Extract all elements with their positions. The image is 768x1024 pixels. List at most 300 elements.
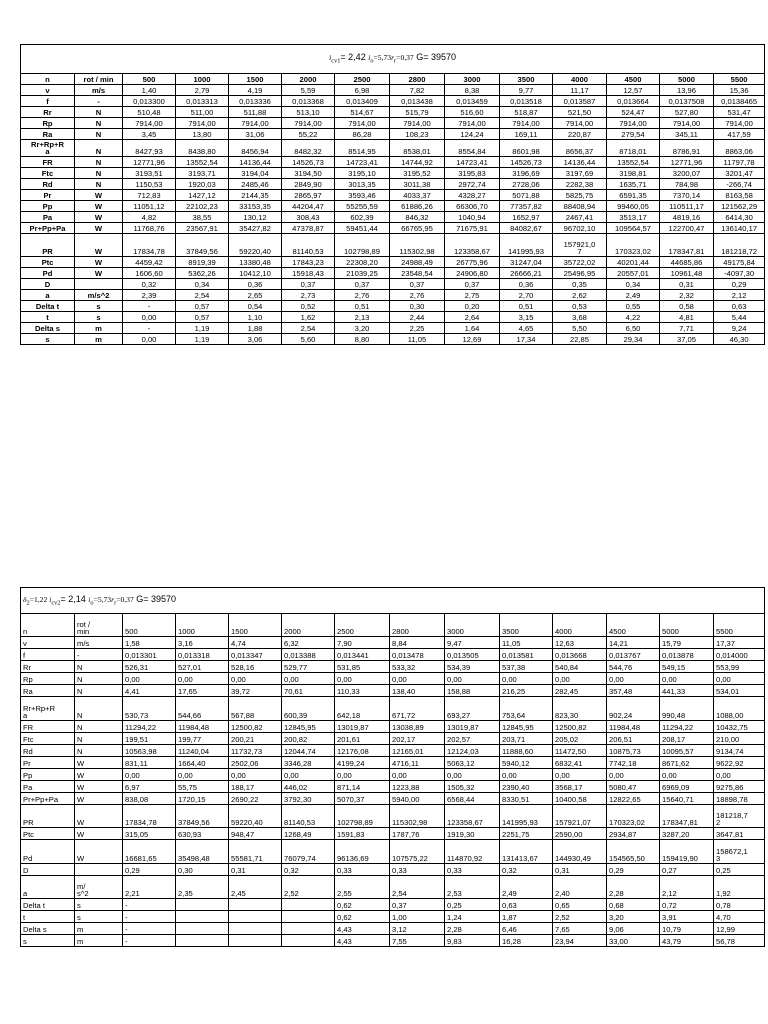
value-cell: 0,014000 (714, 649, 765, 661)
table-row (21, 279, 765, 290)
value-cell: 210,00 (714, 733, 765, 745)
value-cell: 88408,94 (553, 201, 607, 212)
value-cell: 0,00 (500, 769, 553, 781)
table-row (21, 140, 765, 157)
value-cell: 123358,67 (445, 805, 500, 828)
value-cell: 11732,73 (229, 745, 282, 757)
value-cell: 188,17 (229, 781, 282, 793)
unit-cell: W (75, 223, 123, 234)
value-cell: 4199,24 (335, 757, 390, 769)
table-row (21, 673, 765, 685)
value-cell: 5500 (714, 74, 765, 85)
value-cell: 12165,01 (390, 745, 445, 757)
value-cell: - (123, 923, 176, 935)
value-cell: 11294,22 (123, 721, 176, 733)
value-cell: 2,64 (445, 312, 500, 323)
value-cell: 1720,15 (176, 793, 229, 805)
value-cell: 2,76 (390, 290, 445, 301)
value-cell: 7914,00 (660, 118, 714, 129)
value-cell: 44685,86 (660, 257, 714, 268)
value-cell: 527,80 (660, 107, 714, 118)
value-cell: 0,00 (445, 769, 500, 781)
table-row (21, 685, 765, 697)
table-row (21, 899, 765, 911)
value-cell: 220,87 (553, 129, 607, 140)
value-cell: 76079,74 (282, 840, 335, 864)
value-cell: 11797,78 (714, 157, 765, 168)
value-cell: 0,25 (714, 864, 765, 876)
unit-cell: W (75, 257, 123, 268)
value-cell: 2,53 (445, 876, 500, 899)
value-cell: 15640,71 (660, 793, 714, 805)
value-cell: 0,00 (714, 769, 765, 781)
value-cell: 0,55 (607, 301, 660, 312)
table-row (21, 290, 765, 301)
value-cell: 1,64 (445, 323, 500, 334)
value-cell: 15,36 (714, 85, 765, 96)
value-cell: 6414,30 (714, 212, 765, 223)
value-cell: 8482,32 (282, 140, 335, 157)
table-row (21, 637, 765, 649)
unit-cell: s (75, 312, 123, 323)
value-cell: 2728,06 (500, 179, 553, 190)
value-cell (282, 899, 335, 911)
value-cell: 8,38 (445, 85, 500, 96)
value-cell: 66306,70 (445, 201, 500, 212)
value-cell: 1,58 (123, 637, 176, 649)
value-cell: 23567,91 (176, 223, 229, 234)
value-cell: 0,013409 (335, 96, 390, 107)
value-cell: 12822,65 (607, 793, 660, 805)
value-cell: 2,32 (660, 290, 714, 301)
value-cell: 2,28 (445, 923, 500, 935)
value-cell: 2690,22 (229, 793, 282, 805)
table-row (21, 268, 765, 279)
value-cell: 12771,96 (123, 157, 176, 168)
value-cell: 516,60 (445, 107, 500, 118)
unit-cell: N (75, 661, 123, 673)
value-cell: 2,65 (229, 290, 282, 301)
row-label: f (21, 649, 75, 661)
value-cell: 11240,04 (176, 745, 229, 757)
value-cell: 2,73 (282, 290, 335, 301)
table-gear-2 (20, 587, 765, 947)
value-cell: 10563,98 (123, 745, 176, 757)
row-label: Rr (21, 661, 75, 673)
value-cell: 1606,60 (123, 268, 176, 279)
value-cell: 0,37 (445, 279, 500, 290)
unit-cell: - (75, 649, 123, 661)
value-cell: 10,79 (660, 923, 714, 935)
value-cell: 2,12 (714, 290, 765, 301)
value-cell: 0,62 (335, 911, 390, 923)
value-cell: 527,01 (176, 661, 229, 673)
value-cell: 11,05 (390, 334, 445, 345)
value-cell: 441,33 (660, 685, 714, 697)
value-cell: 2,39 (123, 290, 176, 301)
value-cell: 84082,67 (500, 223, 553, 234)
value-cell: 1500 (229, 74, 282, 85)
value-cell: 0,00 (123, 673, 176, 685)
value-cell: 3000 (445, 614, 500, 637)
value-cell: 17834,78 (123, 805, 176, 828)
value-cell: 8427,93 (123, 140, 176, 157)
value-cell: 871,14 (335, 781, 390, 793)
value-cell: 518,87 (500, 107, 553, 118)
value-cell: 544,76 (607, 661, 660, 673)
value-cell: 2934,87 (607, 828, 660, 840)
value-cell: 8538,01 (390, 140, 445, 157)
value-cell: 282,45 (553, 685, 607, 697)
value-cell: 0,57 (176, 312, 229, 323)
value-cell: 9,47 (445, 637, 500, 649)
value-cell: 206,51 (607, 733, 660, 745)
table-row (21, 805, 765, 828)
value-cell: 199,51 (123, 733, 176, 745)
value-cell: 1223,88 (390, 781, 445, 793)
value-cell: 2,62 (553, 290, 607, 301)
value-cell: 7914,00 (335, 118, 390, 129)
value-cell: 13380,48 (229, 257, 282, 268)
value-cell: 154565,50 (607, 840, 660, 864)
value-cell: -266,74 (714, 179, 765, 190)
value-cell: 515,79 (390, 107, 445, 118)
value-cell: 3,20 (335, 323, 390, 334)
value-cell: 157921,07 (553, 805, 607, 828)
value-cell: 5,50 (553, 323, 607, 334)
value-cell: 18898,78 (714, 793, 765, 805)
value-cell: 144930,49 (553, 840, 607, 864)
table-row (21, 334, 765, 345)
value-cell: 0,00 (660, 673, 714, 685)
value-cell: 13552,54 (176, 157, 229, 168)
value-cell: - (123, 899, 176, 911)
unit-cell: m/ s^2 (75, 876, 123, 899)
value-cell: 2,45 (229, 876, 282, 899)
row-label: Pd (21, 268, 75, 279)
row-label: Pr+Pp+Pa (21, 223, 75, 234)
row-label: Rp (21, 673, 75, 685)
value-cell: 3197,69 (553, 168, 607, 179)
value-cell: 1,19 (176, 334, 229, 345)
value-cell: 0,37 (390, 279, 445, 290)
value-cell: 0,63 (500, 899, 553, 911)
value-cell: 2,79 (176, 85, 229, 96)
row-label: a (21, 290, 75, 301)
value-cell: 7370,14 (660, 190, 714, 201)
value-cell: 124,24 (445, 129, 500, 140)
value-cell: 99460,05 (607, 201, 660, 212)
value-cell: 12500,82 (229, 721, 282, 733)
value-cell: 181218,72 (714, 234, 765, 257)
row-label: PR (21, 234, 75, 257)
value-cell: 2485,46 (229, 179, 282, 190)
value-cell: 7914,00 (390, 118, 445, 129)
value-cell: 531,85 (335, 661, 390, 673)
table-row (21, 190, 765, 201)
value-cell: 17,34 (500, 334, 553, 345)
unit-cell: m (75, 323, 123, 334)
value-cell: 8438,80 (176, 140, 229, 157)
value-cell: 77357,82 (500, 201, 553, 212)
value-cell: 33153,35 (229, 201, 282, 212)
unit-cell: N (75, 118, 123, 129)
value-cell: 0,00 (390, 673, 445, 685)
value-cell: 0,29 (714, 279, 765, 290)
value-cell: 0,32 (500, 864, 553, 876)
value-cell: 0,0138465 (714, 96, 765, 107)
value-cell: 1427,12 (176, 190, 229, 201)
value-cell: - (123, 911, 176, 923)
table-row (21, 935, 765, 947)
value-cell: 902,24 (607, 697, 660, 721)
table-row (21, 769, 765, 781)
value-cell: 9622,92 (714, 757, 765, 769)
unit-cell: N (75, 168, 123, 179)
value-cell: 46,30 (714, 334, 765, 345)
value-cell: 200,21 (229, 733, 282, 745)
row-label: D (21, 864, 75, 876)
value-cell: 0,00 (500, 673, 553, 685)
value-cell: 3,15 (500, 312, 553, 323)
table-row (21, 911, 765, 923)
value-cell: 0,00 (714, 673, 765, 685)
value-cell: 0,00 (123, 334, 176, 345)
value-cell: 0,00 (229, 673, 282, 685)
value-cell: 2972,74 (445, 179, 500, 190)
value-cell: 0,013878 (660, 649, 714, 661)
value-cell: 2000 (282, 74, 335, 85)
value-cell: 4000 (553, 74, 607, 85)
value-cell: 0,0137508 (660, 96, 714, 107)
value-cell: 0,013505 (445, 649, 500, 661)
value-cell: 630,93 (176, 828, 229, 840)
value-cell: 4,22 (607, 312, 660, 323)
value-cell: 3500 (500, 74, 553, 85)
header-row (21, 74, 765, 85)
value-cell: 24988,49 (390, 257, 445, 268)
value-cell: - (123, 301, 176, 312)
value-cell: 15918,43 (282, 268, 335, 279)
value-cell: 1664,40 (176, 757, 229, 769)
value-cell: 7914,00 (445, 118, 500, 129)
value-cell: 1,24 (445, 911, 500, 923)
value-cell: 2,44 (390, 312, 445, 323)
value-cell: 3,12 (390, 923, 445, 935)
unit-cell: m (75, 334, 123, 345)
value-cell: 115302,98 (390, 805, 445, 828)
value-cell: 5,60 (282, 334, 335, 345)
table-row (21, 733, 765, 745)
value-cell: 115302,98 (390, 234, 445, 257)
row-label: FR (21, 157, 75, 168)
value-cell: 7,90 (335, 637, 390, 649)
table-row (21, 212, 765, 223)
value-cell: 0,33 (445, 864, 500, 876)
value-cell: 529,77 (282, 661, 335, 673)
value-cell: 15,79 (660, 637, 714, 649)
value-cell: 4,81 (660, 312, 714, 323)
value-cell: 5,44 (714, 312, 765, 323)
value-cell: 4,70 (714, 911, 765, 923)
value-cell: 22,85 (553, 334, 607, 345)
value-cell: 3647,81 (714, 828, 765, 840)
row-label: v (21, 637, 75, 649)
value-cell: 948,47 (229, 828, 282, 840)
unit-cell: N (75, 107, 123, 118)
value-cell: 417,59 (714, 129, 765, 140)
value-cell: 9275,86 (714, 781, 765, 793)
value-cell: 846,32 (390, 212, 445, 223)
value-cell: 11888,60 (500, 745, 553, 757)
value-cell: 0,37 (282, 279, 335, 290)
value-cell: 3193,51 (123, 168, 176, 179)
value-cell: 0,20 (445, 301, 500, 312)
value-cell: 0,33 (390, 864, 445, 876)
value-cell: 0,65 (553, 899, 607, 911)
row-label: Delta t (21, 899, 75, 911)
value-cell: 13038,89 (390, 721, 445, 733)
value-cell: 3346,28 (282, 757, 335, 769)
unit-cell: s (75, 911, 123, 923)
row-label: Delta s (21, 323, 75, 334)
value-cell: 8718,01 (607, 140, 660, 157)
value-cell: 2,28 (607, 876, 660, 899)
value-cell: 5063,12 (445, 757, 500, 769)
value-cell: 10432,75 (714, 721, 765, 733)
value-cell: 8601,98 (500, 140, 553, 157)
value-cell: 0,013478 (390, 649, 445, 661)
table-row (21, 257, 765, 268)
value-cell: 2144,35 (229, 190, 282, 201)
value-cell: 3196,69 (500, 168, 553, 179)
value-cell: 1040,94 (445, 212, 500, 223)
table-row (21, 793, 765, 805)
value-cell: 16681,65 (123, 840, 176, 864)
value-cell: 0,00 (553, 673, 607, 685)
value-cell: 2,52 (282, 876, 335, 899)
value-cell: 141995,93 (500, 234, 553, 257)
value-cell: 71675,91 (445, 223, 500, 234)
value-cell: 0,31 (229, 864, 282, 876)
value-cell: 12845,95 (500, 721, 553, 733)
value-cell: 169,11 (500, 129, 553, 140)
value-cell: 109564,57 (607, 223, 660, 234)
value-cell: 14723,41 (335, 157, 390, 168)
value-cell: 3198,81 (607, 168, 660, 179)
value-cell: 11768,76 (123, 223, 176, 234)
value-cell: 0,29 (607, 864, 660, 876)
value-cell: 6,32 (282, 637, 335, 649)
value-cell: 81140,53 (282, 234, 335, 257)
value-cell: 86,28 (335, 129, 390, 140)
value-cell: 0,00 (553, 769, 607, 781)
value-cell: 0,013347 (229, 649, 282, 661)
table-row (21, 781, 765, 793)
value-cell: 7914,00 (282, 118, 335, 129)
value-cell: 7,65 (553, 923, 607, 935)
row-label: PR (21, 805, 75, 828)
value-cell: 3193,71 (176, 168, 229, 179)
value-cell: 9,06 (607, 923, 660, 935)
value-cell: 3,16 (176, 637, 229, 649)
value-cell: 0,013587 (553, 96, 607, 107)
value-cell: 131413,67 (500, 840, 553, 864)
value-cell: 2,25 (390, 323, 445, 334)
value-cell: 0,37 (390, 899, 445, 911)
value-cell: 8163,58 (714, 190, 765, 201)
table-row (21, 201, 765, 212)
value-cell: 157921,0 7 (553, 234, 607, 257)
table-row (21, 129, 765, 140)
unit-cell: W (75, 828, 123, 840)
value-cell: 0,00 (390, 769, 445, 781)
value-cell: 526,31 (123, 661, 176, 673)
value-cell: 1,40 (123, 85, 176, 96)
value-cell: 14136,44 (553, 157, 607, 168)
value-cell: 524,47 (607, 107, 660, 118)
value-cell: 0,00 (176, 769, 229, 781)
value-cell: 12,63 (553, 637, 607, 649)
unit-cell: N (75, 129, 123, 140)
value-cell: 11051,12 (123, 201, 176, 212)
unit-cell: N (75, 733, 123, 745)
value-cell: 2849,90 (282, 179, 335, 190)
value-cell: 208,17 (660, 733, 714, 745)
row-label: t (21, 312, 75, 323)
table-row (21, 661, 765, 673)
value-cell: 6,97 (123, 781, 176, 793)
unit-cell: m/s (75, 637, 123, 649)
row-label: Pa (21, 781, 75, 793)
row-label: Pr+Pp+Pa (21, 793, 75, 805)
value-cell: 3568,17 (553, 781, 607, 793)
value-cell: 544,66 (176, 697, 229, 721)
value-cell: 0,31 (660, 279, 714, 290)
value-cell: 5000 (660, 614, 714, 637)
header-row (21, 614, 765, 637)
value-cell: 2,54 (390, 876, 445, 899)
row-label: Pa (21, 212, 75, 223)
value-cell: 96702,10 (553, 223, 607, 234)
value-cell (282, 935, 335, 947)
row-label: Pd (21, 840, 75, 864)
value-cell: 35427,82 (229, 223, 282, 234)
value-cell: 3201,47 (714, 168, 765, 179)
value-cell: 0,68 (607, 899, 660, 911)
value-cell: 7914,00 (714, 118, 765, 129)
value-cell: 37,05 (660, 334, 714, 345)
value-cell: 0,013664 (607, 96, 660, 107)
value-cell: 549,15 (660, 661, 714, 673)
value-cell: 4500 (607, 614, 660, 637)
table-row (21, 697, 765, 721)
row-label: Rp (21, 118, 75, 129)
value-cell: 138,40 (390, 685, 445, 697)
table-row (21, 223, 765, 234)
value-cell: 5071,88 (500, 190, 553, 201)
value-cell: 158,88 (445, 685, 500, 697)
unit-cell: N (75, 685, 123, 697)
unit-cell: W (75, 805, 123, 828)
value-cell: 20557,01 (607, 268, 660, 279)
value-cell: 6,50 (607, 323, 660, 334)
value-cell: 511,88 (229, 107, 282, 118)
row-label: Delta t (21, 301, 75, 312)
value-cell: 671,72 (390, 697, 445, 721)
unit-cell: - (75, 96, 123, 107)
value-cell: 12500,82 (553, 721, 607, 733)
